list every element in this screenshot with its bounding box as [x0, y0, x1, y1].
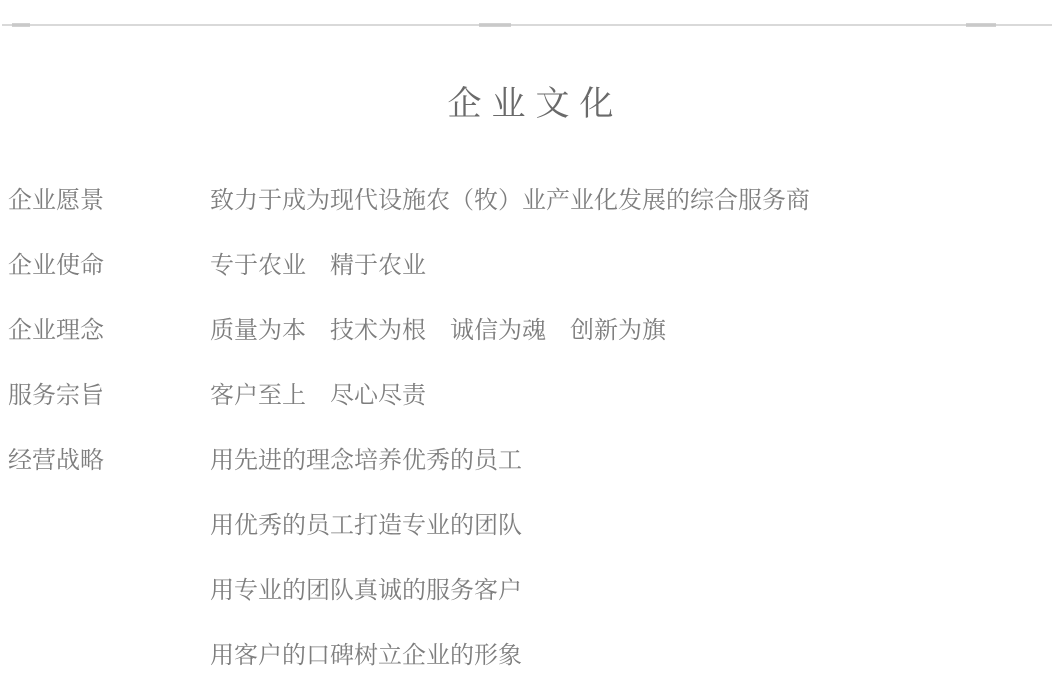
culture-row-label: 经营战略 — [8, 448, 104, 474]
divider-segment-left — [12, 23, 30, 27]
culture-row-label: 企业愿景 — [8, 188, 104, 214]
culture-text-line: 用客户的口碑树立企业的形象 — [210, 643, 522, 669]
culture-row — [0, 234, 1061, 299]
culture-row-content — [210, 169, 1061, 234]
culture-row — [0, 299, 1061, 364]
culture-row-label: 服务宗旨 — [8, 383, 104, 409]
culture-row-content — [210, 364, 1061, 429]
culture-row-label: 企业理念 — [8, 318, 104, 344]
culture-text-line: 客户至上 尽心尽责 — [210, 383, 426, 409]
divider-segment-right — [966, 23, 996, 27]
culture-row-label: 企业使命 — [8, 253, 104, 279]
culture-text-line: 致力于成为现代设施农（牧）业产业化发展的综合服务商 — [210, 188, 810, 214]
culture-row-content — [210, 234, 1061, 299]
culture-row — [0, 169, 1061, 234]
culture-row-content — [210, 429, 1061, 689]
page-title: 企业文化 — [447, 86, 624, 123]
culture-text-line: 用先进的理念培养优秀的员工 — [210, 448, 522, 474]
divider-segment-middle — [479, 23, 511, 27]
culture-list — [0, 169, 1061, 689]
top-divider — [2, 24, 1052, 26]
culture-text-line: 专于农业 精于农业 — [210, 253, 426, 279]
culture-row — [0, 429, 1061, 689]
culture-text-line: 质量为本 技术为根 诚信为魂 创新为旗 — [210, 318, 666, 344]
culture-row — [0, 364, 1061, 429]
culture-row-content — [210, 299, 1061, 364]
culture-text-line: 用专业的团队真诚的服务客户 — [210, 578, 522, 604]
culture-text-line: 用优秀的员工打造专业的团队 — [210, 513, 522, 539]
